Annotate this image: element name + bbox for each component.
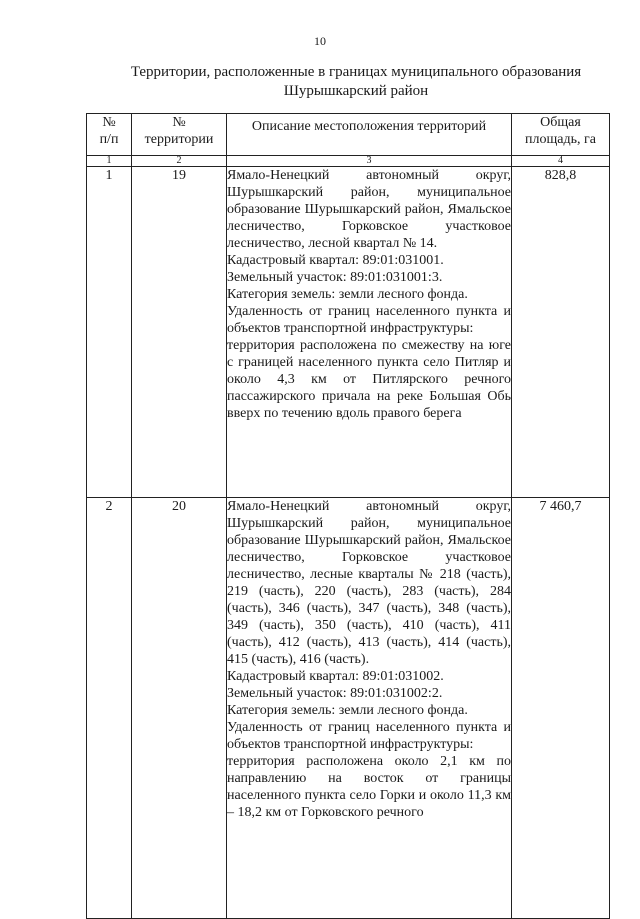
table-header-row <box>87 114 610 156</box>
header-row-number-line1: № <box>102 115 116 130</box>
territory-description <box>227 167 512 498</box>
header-territory-line2: территории <box>144 132 214 147</box>
description-location: Ямало-Ненецкий автономный округ, Шурышкарский район, муниципальное образование Шурышкарский район, Ямальское лесничество, Горковское участковое лесничество, лесные кварталы № 218 (часть), 219 (часть), 220 (часть), 283 (часть), 284 (часть), 346 (часть), 347 (часть), 348 (часть), 349 (часть), 350 (часть), 410 (часть), 411 (часть), 412 (часть), 413 (часть), 414 (часть), 415 (часть), 416 (часть). <box>227 499 511 667</box>
row-number: 1 <box>87 167 132 498</box>
title-line-2: Шурышкарский район <box>283 83 429 99</box>
description-remoteness-heading: Удаленность от границ населенного пункта и объектов транспортной инфраструктуры: <box>227 720 511 752</box>
description-remoteness-text: территория расположена около 2,1 км по направлению на восток от границы населенного пункта село Горки и около 11,3 км – 18,2 км от Горковского речного <box>227 754 511 820</box>
description-land-category: Категория земель: земли лесного фонда. <box>227 287 468 302</box>
header-description <box>227 114 512 156</box>
header-area-line1: Общая <box>540 115 581 130</box>
title-line-1: Территории, расположенные в границах муниципального образования <box>130 64 582 80</box>
description-cadastral-quarter: Кадастровый квартал: 89:01:031001. <box>227 253 444 268</box>
total-area: 828,8 <box>512 167 610 498</box>
territories-table <box>86 113 610 919</box>
header-area-line2: площадь, га <box>525 132 596 147</box>
description-cadastral-quarter: Кадастровый квартал: 89:01:031002. <box>227 669 444 684</box>
column-number: 3 <box>227 156 512 167</box>
document-title <box>86 63 626 101</box>
table-row <box>87 167 610 498</box>
header-description-line1: Описание местоположения территорий <box>251 119 487 134</box>
header-area <box>512 114 610 156</box>
territory-number: 19 <box>132 167 227 498</box>
header-row-number-line2: п/п <box>99 132 119 147</box>
territory-description <box>227 498 512 919</box>
description-remoteness-text: территория расположена по смежеству на юге с границей населенного пункта село Питляр и около 4,3 км от Питлярского речного пассажирского причала на реке Большая Обь вверх по течению вдоль правого берега <box>227 338 511 421</box>
header-territory-line1: № <box>172 115 186 130</box>
description-remoteness-heading: Удаленность от границ населенного пункта и объектов транспортной инфраструктуры: <box>227 304 511 336</box>
description-location: Ямало-Ненецкий автономный округ, Шурышкарский район, муниципальное образование Шурышкарский район, Ямальское лесничество, Горковское участковое лесничество, лесной квартал № 14. <box>227 168 511 251</box>
column-numbers-row <box>87 156 610 167</box>
column-number: 4 <box>512 156 610 167</box>
description-land-plot: Земельный участок: 89:01:031001:3. <box>227 270 443 285</box>
row-number: 2 <box>87 498 132 919</box>
page-number: 10 <box>314 34 326 48</box>
column-number: 1 <box>87 156 132 167</box>
description-land-plot: Земельный участок: 89:01:031002:2. <box>227 686 443 701</box>
description-land-category: Категория земель: земли лесного фонда. <box>227 703 468 718</box>
header-territory-number <box>132 114 227 156</box>
column-number: 2 <box>132 156 227 167</box>
header-row-number <box>87 114 132 156</box>
total-area: 7 460,7 <box>512 498 610 919</box>
table-row <box>87 498 610 919</box>
territory-number: 20 <box>132 498 227 919</box>
